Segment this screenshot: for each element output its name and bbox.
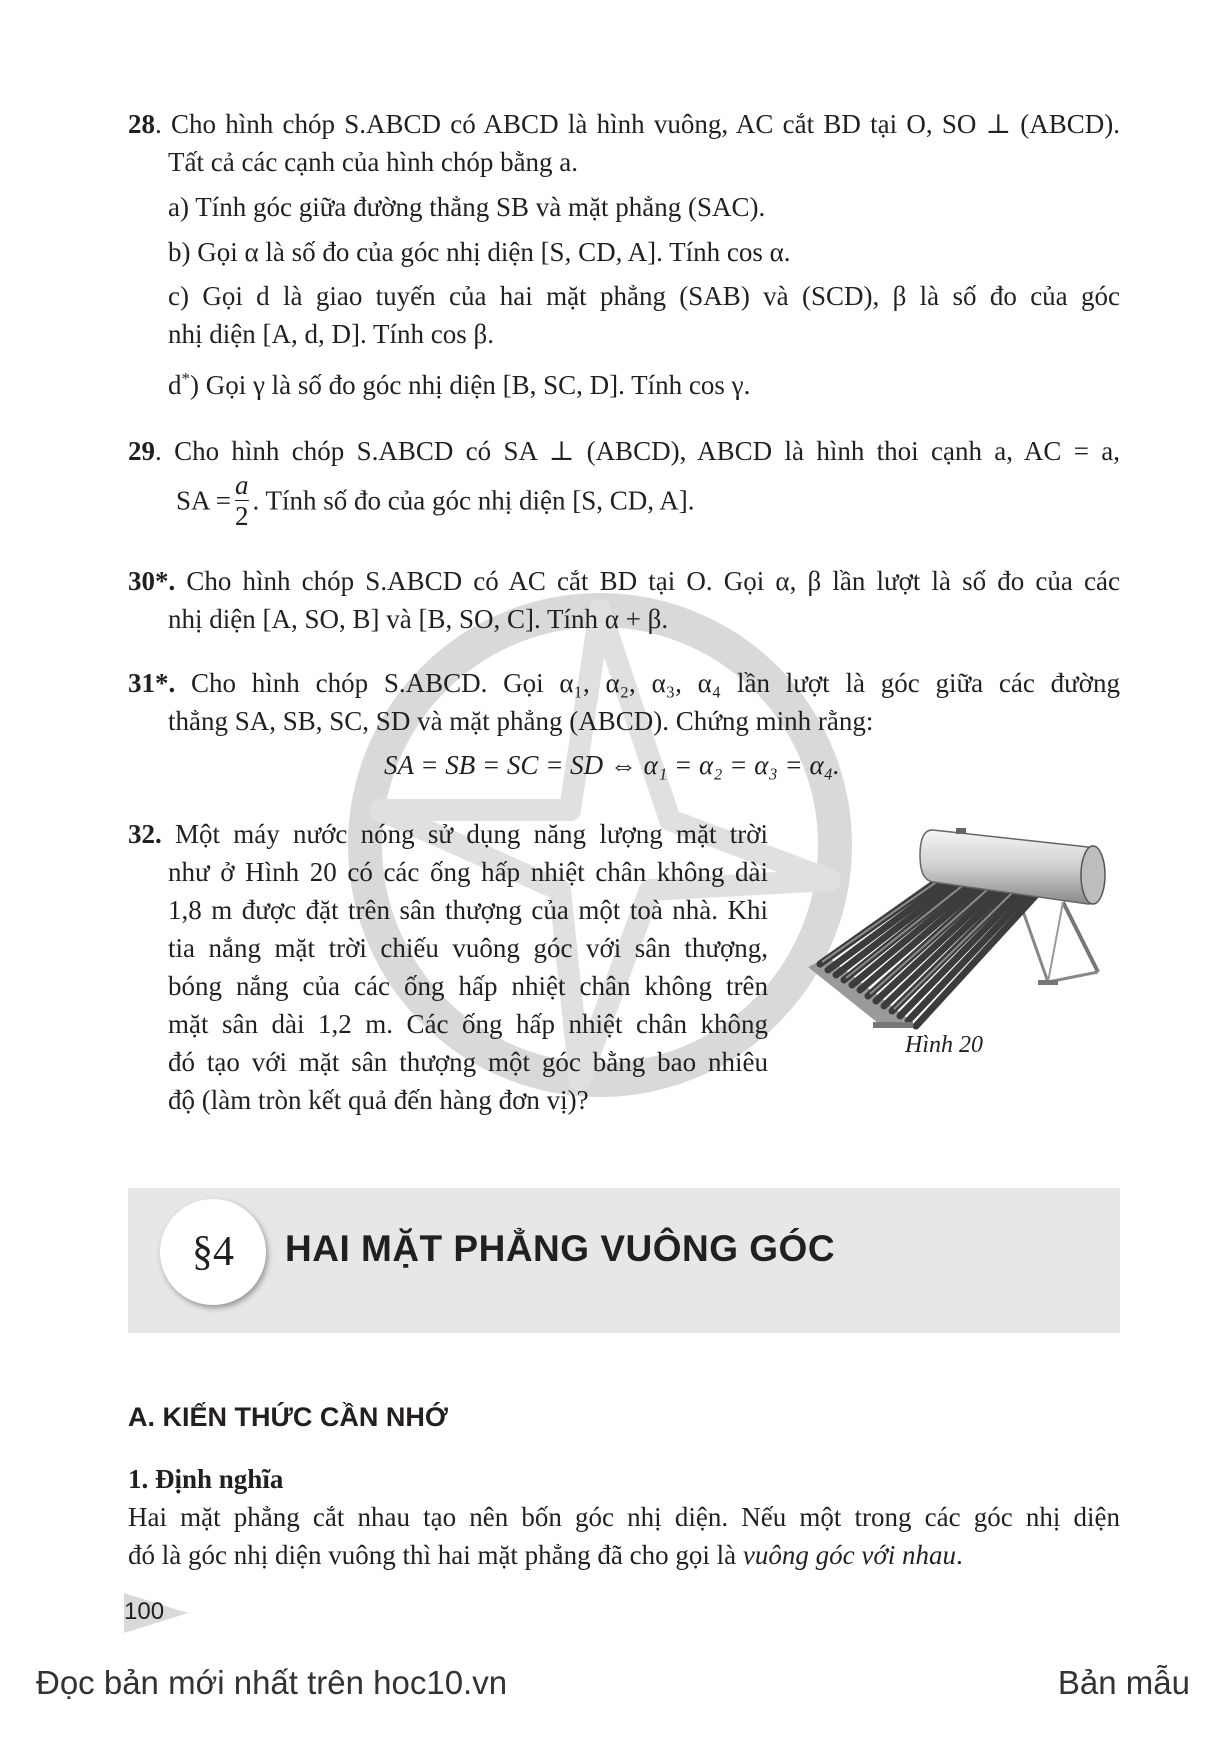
fraction — [235, 470, 249, 531]
section-title: HAI MẶT PHẲNG VUÔNG GÓC — [285, 1228, 836, 1269]
exercise-number: 32. — [128, 819, 162, 849]
fraction-numerator: a — [235, 470, 249, 500]
exercise-text: . Cho hình chóp S.ABCD có ABCD là hình vuông, AC cắt BD tại O, SO ⊥ (ABCD). — [155, 109, 1120, 139]
page-number: 100 — [124, 1598, 165, 1625]
exercise-text: nhị diện [A, SO, B] và [B, SO, C]. Tính α + β. — [168, 604, 669, 634]
exercise-text: thẳng SA, SB, SC, SD và mặt phẳng (ABCD). Chứng minh rằng: — [168, 706, 874, 736]
exercise-text: mặt sân dài 1,2 m. Các ống hấp nhiệt chân không — [168, 1009, 768, 1039]
solar-water-heater-illustration — [798, 822, 1128, 1032]
exercise-number: 30*. — [128, 566, 176, 596]
footer-link-text: Đọc bản mới nhất trên hoc10.vn — [36, 1664, 508, 1701]
exercise-text: Cho hình chóp S.ABCD có AC cắt BD tại O. Gọi α, β lần lượt là số đo của các — [175, 566, 1120, 596]
exercise-text-formula — [176, 470, 694, 531]
exercise-number: 28 — [128, 109, 155, 139]
exercise-text: đó tạo với mặt sân thượng một góc bằng bao nhiêu — [168, 1047, 768, 1077]
exercise-text: tia nắng mặt trời chiếu vuông góc với sân thượng, — [168, 933, 768, 963]
footer-label: Bản mẫu — [1057, 1664, 1190, 1701]
definition-heading: 1. Định nghĩa — [128, 1464, 284, 1494]
definition-text-cont — [128, 1540, 1120, 1571]
exercise-number: 31*. — [128, 668, 176, 698]
exercise-text: độ (làm tròn kết quả đến hàng đơn vị)? — [168, 1085, 589, 1115]
exercise-part-c: c) Gọi d là giao tuyến của hai mặt phẳng (SAB) và (SCD), β là số đo của góc — [168, 281, 1120, 311]
figure-caption: Hình 20 — [905, 1032, 983, 1058]
exercise-text: Tất cả các cạnh của hình chóp bằng a. — [168, 147, 579, 177]
definition-text: Hai mặt phẳng cắt nhau tạo nên bốn góc nhị diện. Nếu một trong các góc nhị diện — [128, 1502, 1120, 1532]
exercise-part-d — [168, 360, 750, 404]
part-star: * — [181, 369, 190, 388]
definition-text: đó là góc nhị diện vuông thì hai mặt phẳng đã cho gọi là — [128, 1540, 743, 1570]
exercise-text: như ở Hình 20 có các ống hấp nhiệt chân không dài — [168, 857, 768, 887]
exercise-text: Một máy nước nóng sử dụng năng lượng mặt trời — [161, 819, 768, 849]
part-label: d — [168, 370, 182, 400]
exercise-text: 1,8 m được đặt trên sân thượng của một toà nhà. Khi — [168, 895, 768, 925]
formula: SA = SB = SC = SD ⇔ α₁ = α₂ = α₃ = α₄. — [384, 750, 840, 780]
exercise-part-c-cont: nhị diện [A, d, D]. Tính cos β. — [168, 319, 494, 349]
exercise-text: Cho hình chóp S.ABCD. Gọi α₁, α₂, α₃, α₄ lần lượt là góc giữa các đường — [175, 668, 1120, 698]
definition-term: vuông góc với nhau — [742, 1540, 956, 1570]
exercise-text: . Cho hình chóp S.ABCD có SA ⊥ (ABCD), ABCD là hình thoi cạnh a, AC = a, — [155, 436, 1120, 466]
exercise-part-b: b) Gọi α là số đo của góc nhị diện [S, CD, A]. Tính cos α. — [168, 237, 791, 267]
exercise-text: . Tính số đo của góc nhị diện [S, CD, A]. — [252, 485, 695, 516]
section-symbol: §4 — [192, 1229, 234, 1275]
subsection-heading: A. KIẾN THỨC CẦN NHỚ — [128, 1402, 448, 1432]
exercise-part-a: a) Tính góc giữa đường thẳng SB và mặt phẳng (SAC). — [168, 192, 766, 222]
fraction-denominator: 2 — [235, 501, 249, 531]
formula-lhs: SA = — [176, 485, 232, 516]
definition-text: . — [956, 1540, 963, 1570]
exercise-number: 29 — [128, 436, 155, 466]
section-number-badge — [160, 1199, 266, 1305]
exercise-text: bóng nắng của các ống hấp nhiệt chân không trên — [168, 971, 768, 1001]
part-text: ) Gọi γ là số đo góc nhị diện [B, SC, D]. Tính cos γ. — [190, 370, 751, 400]
